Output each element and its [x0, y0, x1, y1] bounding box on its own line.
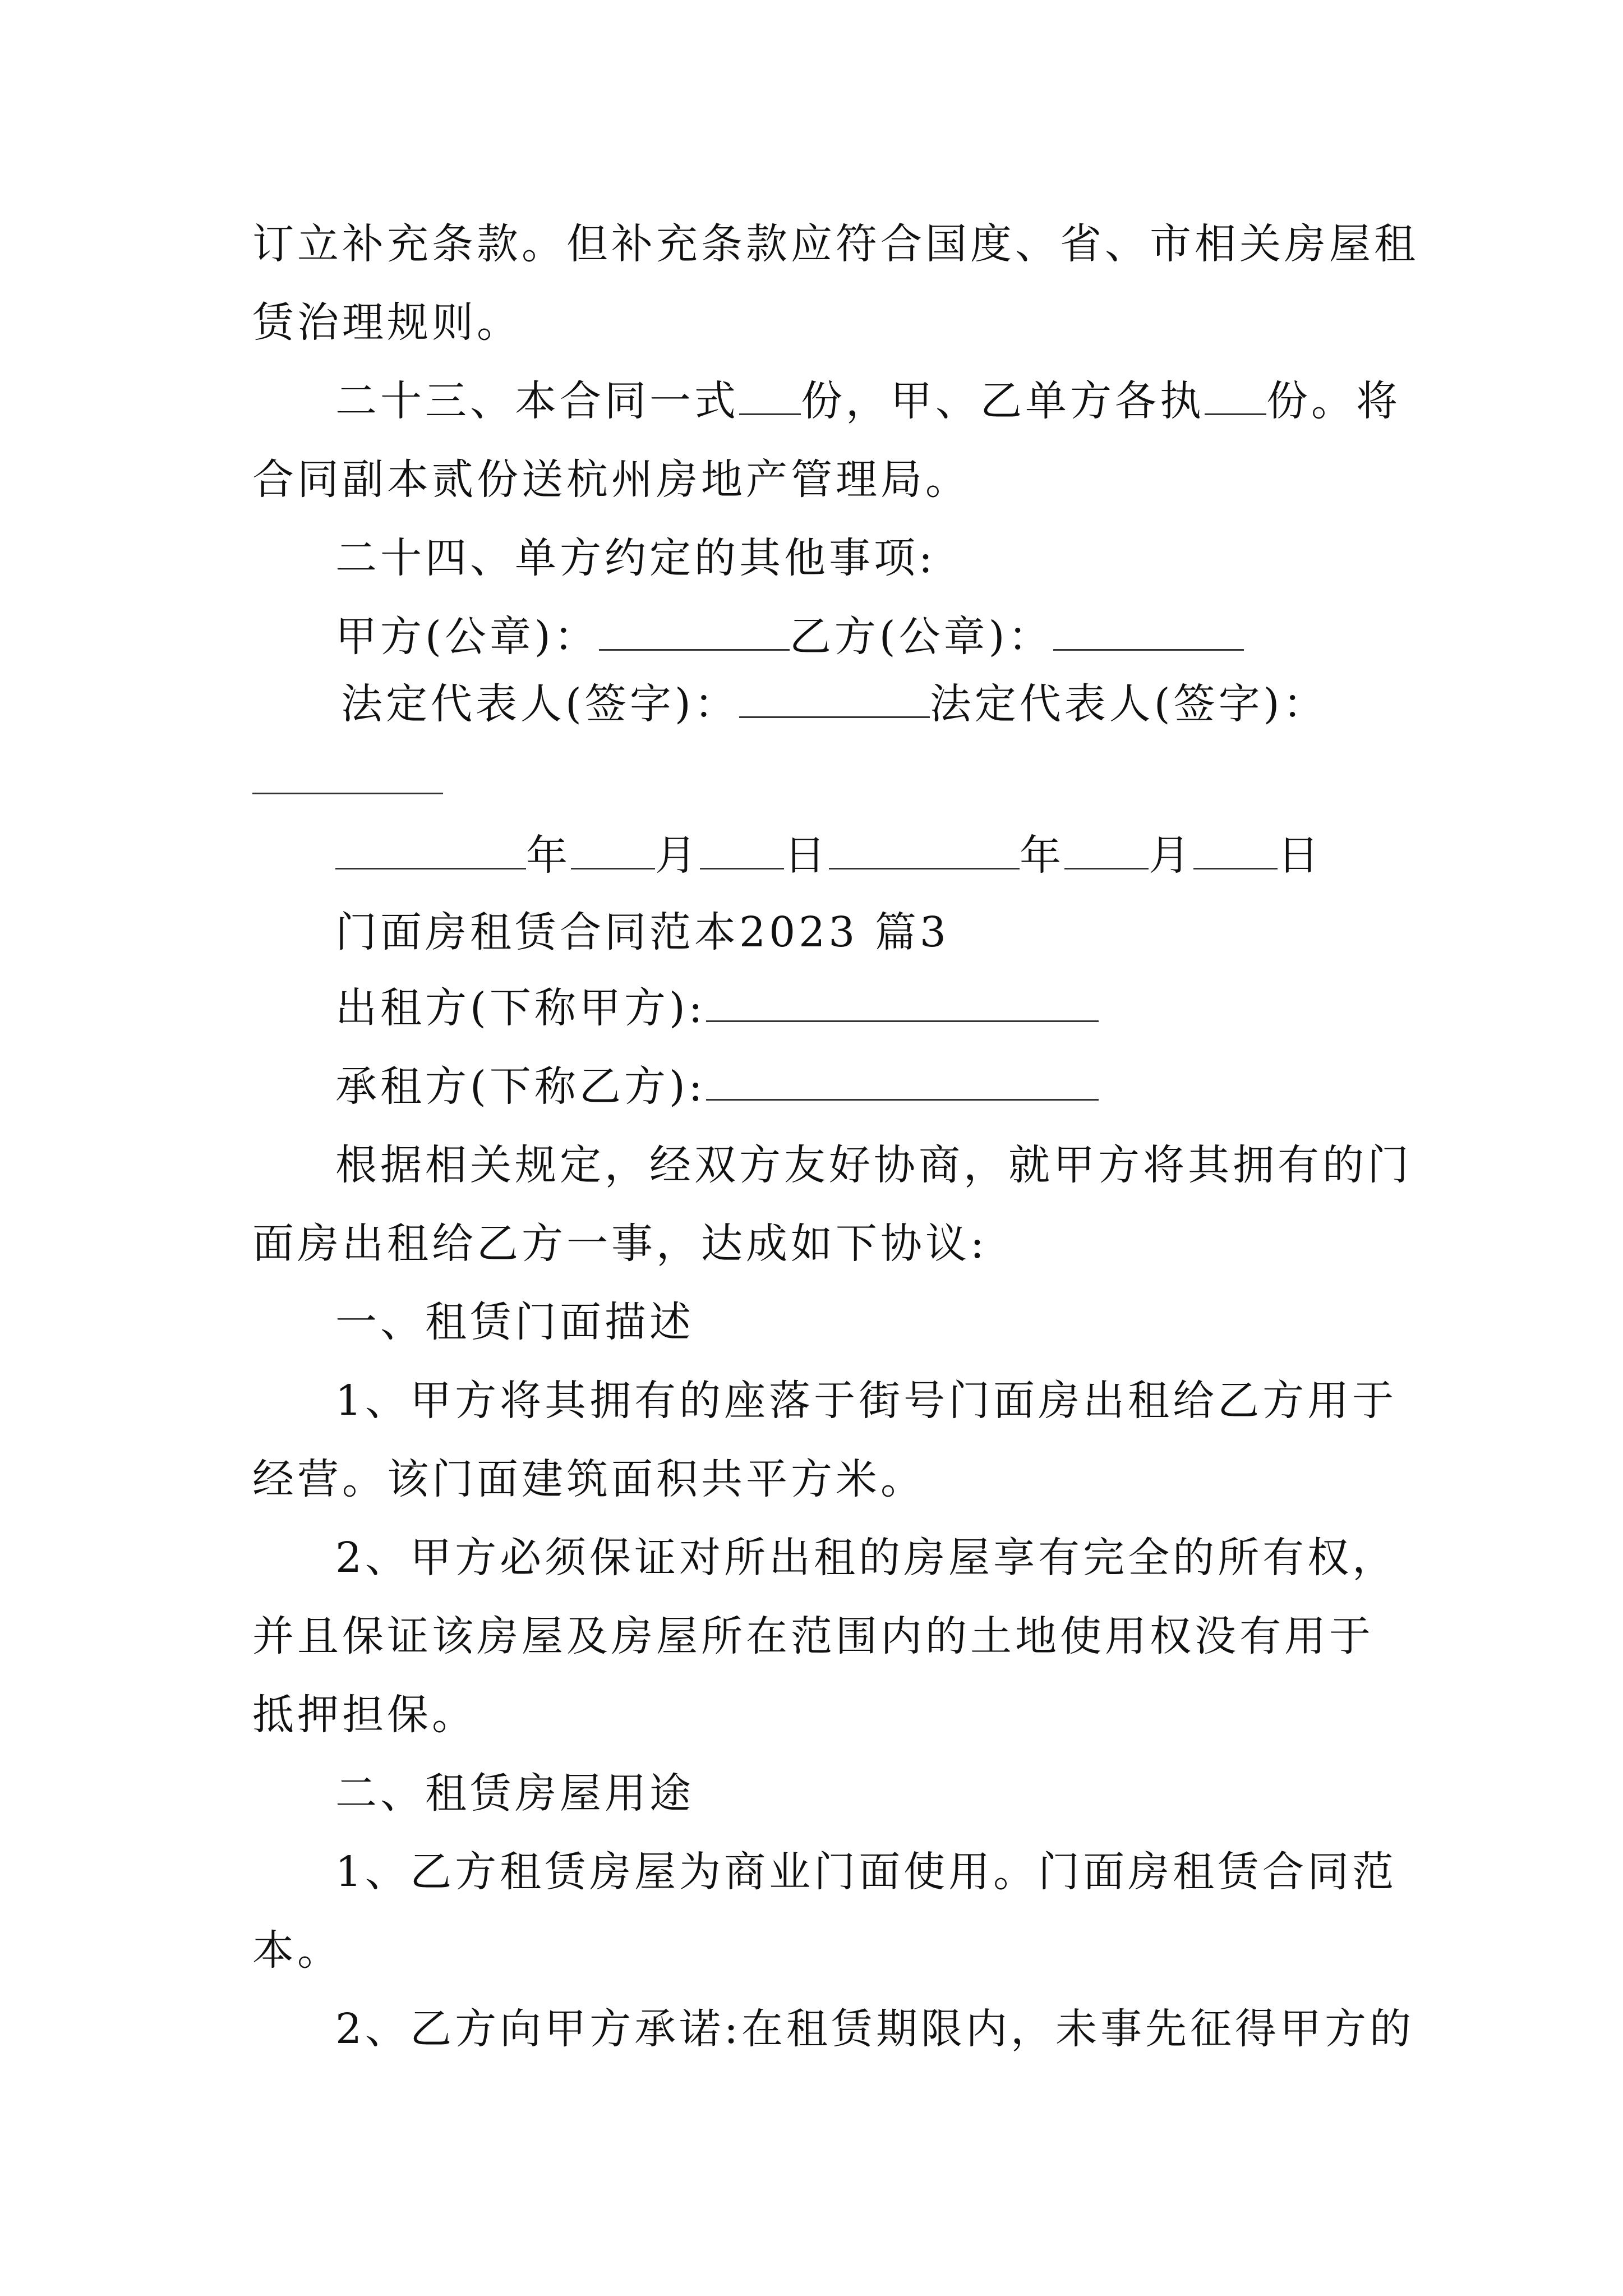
party-a-seal-blank	[599, 610, 790, 651]
paragraph-line: 并且保证该房屋及房屋所在范围内的土地使用权没有用于	[252, 1612, 1374, 1660]
date-line	[335, 827, 1322, 884]
paragraph-line: 抵押担保。	[252, 1691, 477, 1739]
clause-23-line	[335, 373, 1401, 429]
day-blank	[700, 829, 784, 869]
representative-line	[341, 676, 1328, 732]
clause-text: 二十三、本合同一式	[335, 377, 739, 425]
clause-text: 份。将	[1266, 377, 1401, 425]
section-heading: 一、租赁门面描述	[335, 1298, 694, 1346]
day-blank	[1193, 829, 1278, 869]
paragraph-line: 面房出租给乙方一事，达成如下协议:	[252, 1220, 988, 1268]
paragraph-line: 1、甲方将其拥有的座落于街号门面房出租给乙方用于	[335, 1377, 1398, 1425]
lessee-blank	[706, 1060, 1099, 1101]
lessor-line	[335, 980, 1099, 1036]
party-a-representative-label: 法定代表人(签字)：	[341, 680, 739, 728]
clause-text: 份，甲、乙单方各执	[801, 377, 1205, 425]
party-b-representative-blank	[252, 793, 443, 794]
day-label: 日	[784, 831, 829, 880]
paragraph-line: 赁治理规则。	[252, 298, 522, 347]
paragraph-line: 本。	[252, 1926, 342, 1975]
month-label: 月	[1149, 831, 1193, 880]
blank-field	[1205, 374, 1266, 415]
paragraph-line: 根据相关规定，经双方友好协商，就甲方将其拥有的门	[335, 1141, 1412, 1189]
blank-field	[739, 374, 801, 415]
month-label: 月	[655, 831, 700, 880]
lessee-label: 承租方(下称乙方):	[335, 1062, 706, 1111]
year-blank	[335, 829, 526, 869]
paragraph-line: 2、甲方必须保证对所出租的房屋享有完全的所有权，	[335, 1534, 1398, 1582]
clause-24-line: 二十四、单方约定的其他事项:	[335, 534, 936, 582]
year-label: 年	[1020, 831, 1064, 880]
paragraph-line: 经营。该门面建筑面积共平方米。	[252, 1455, 925, 1503]
party-a-seal-label: 甲方(公章)：	[335, 613, 599, 661]
party-seal-line	[335, 609, 1244, 665]
day-label: 日	[1278, 831, 1322, 880]
year-label: 年	[526, 831, 571, 880]
section-title: 门面房租赁合同范本2023 篇3	[335, 908, 949, 956]
year-blank	[829, 829, 1020, 869]
lessee-line	[335, 1059, 1099, 1115]
party-b-representative-label: 法定代表人(签字)：	[929, 680, 1328, 728]
month-blank	[571, 829, 655, 869]
month-blank	[1064, 829, 1149, 869]
party-a-representative-blank	[739, 677, 930, 718]
paragraph-line: 1、乙方租赁房屋为商业门面使用。门面房租赁合同范	[335, 1848, 1398, 1896]
lessor-label: 出租方(下称甲方):	[335, 984, 706, 1032]
paragraph-line: 合同副本贰份送杭州房地产管理局。	[252, 455, 970, 504]
party-b-seal-label: 乙方(公章)：	[789, 613, 1053, 661]
party-b-seal-blank	[1053, 610, 1244, 651]
paragraph-line: 订立补充条款。但补充条款应符合国度、省、市相关房屋租	[252, 220, 1419, 268]
paragraph-line: 2、乙方向甲方承诺:在租赁期限内，未事先征得甲方的	[335, 2005, 1415, 2053]
lessor-blank	[706, 981, 1099, 1022]
section-heading: 二、租赁房屋用途	[335, 1769, 694, 1818]
